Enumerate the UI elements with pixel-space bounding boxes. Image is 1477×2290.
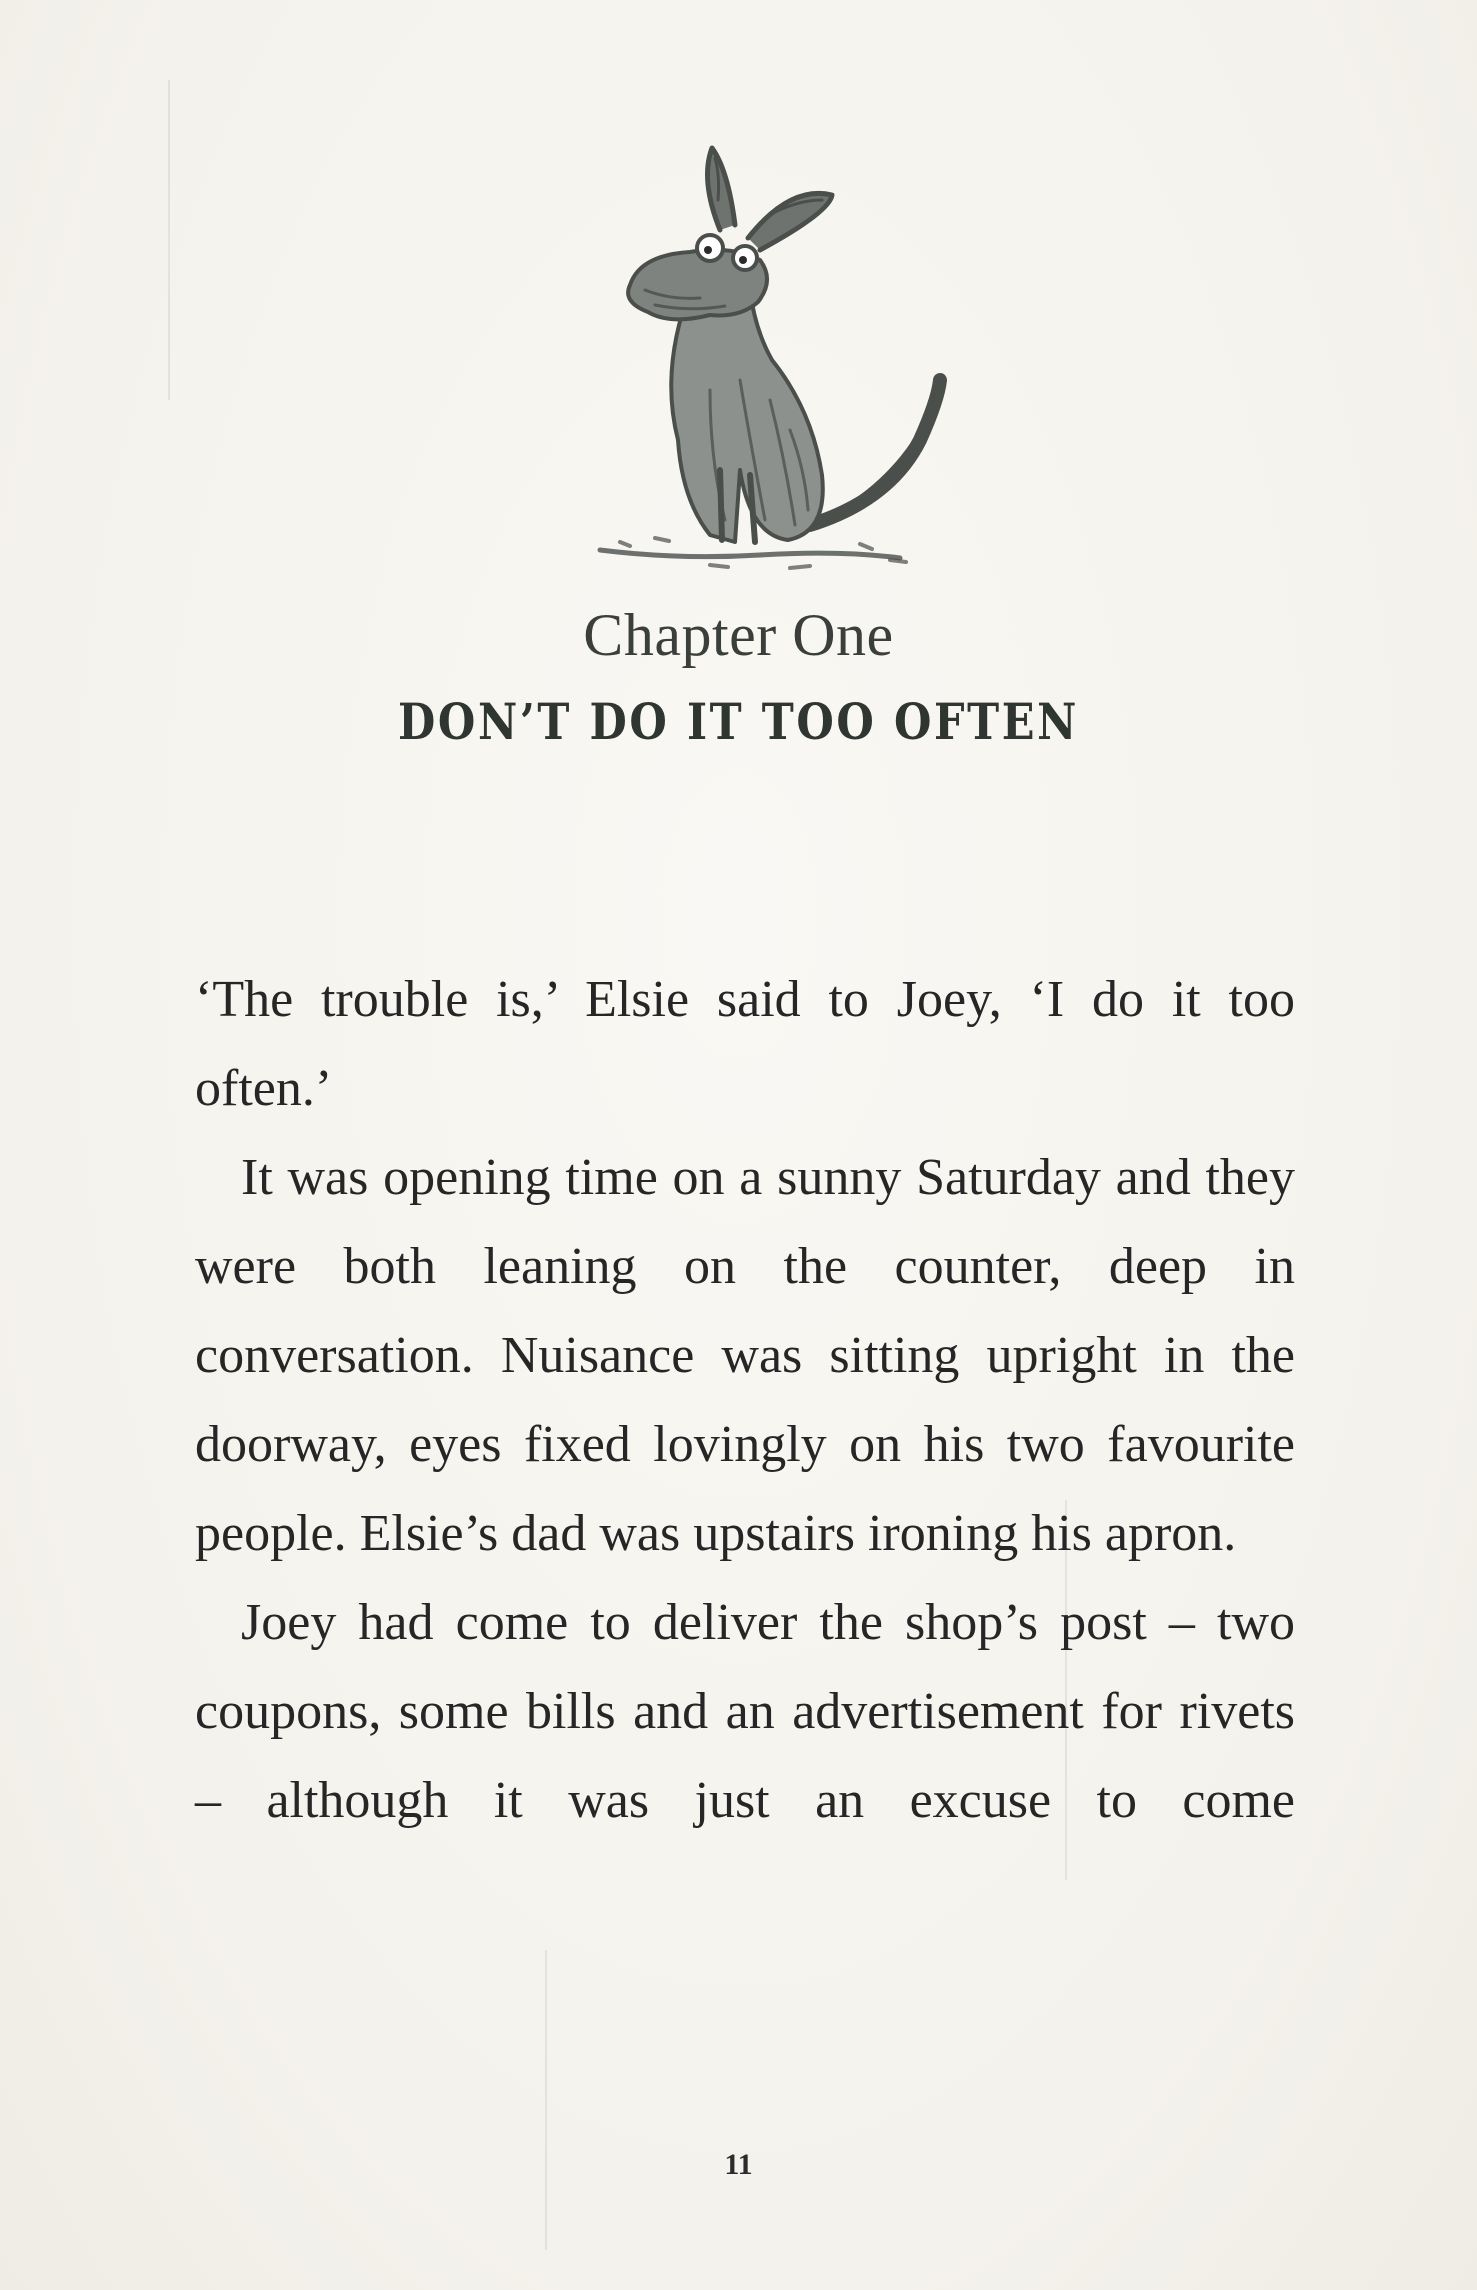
scan-artifact xyxy=(545,1950,547,2250)
paragraph: It was opening time on a sunny Saturday and they were both leaning on the counter, deep in conversation. Nuisance was sitting upright in the doorway, eyes fixed lovingly on his two favourite people. Elsie’s dad was upstairs ironing his apron. xyxy=(195,1149,1295,1562)
chapter-number: Chapter One xyxy=(583,602,894,668)
scan-artifact xyxy=(168,80,170,400)
page-number: 11 xyxy=(724,2148,753,2181)
sitting-dog-illustration xyxy=(560,140,1000,610)
body-text xyxy=(195,955,1295,1845)
paragraph: ‘The trouble is,’ Elsie said to Joey, ‘I do it too often.’ xyxy=(195,971,1295,1117)
paragraph: Joey had come to deliver the shop’s post – two coupons, some bills and an advertisement for rivets – although it was just an excuse to come xyxy=(195,1594,1295,1829)
chapter-title: DON’T DO IT TOO OFTEN xyxy=(398,692,1079,751)
